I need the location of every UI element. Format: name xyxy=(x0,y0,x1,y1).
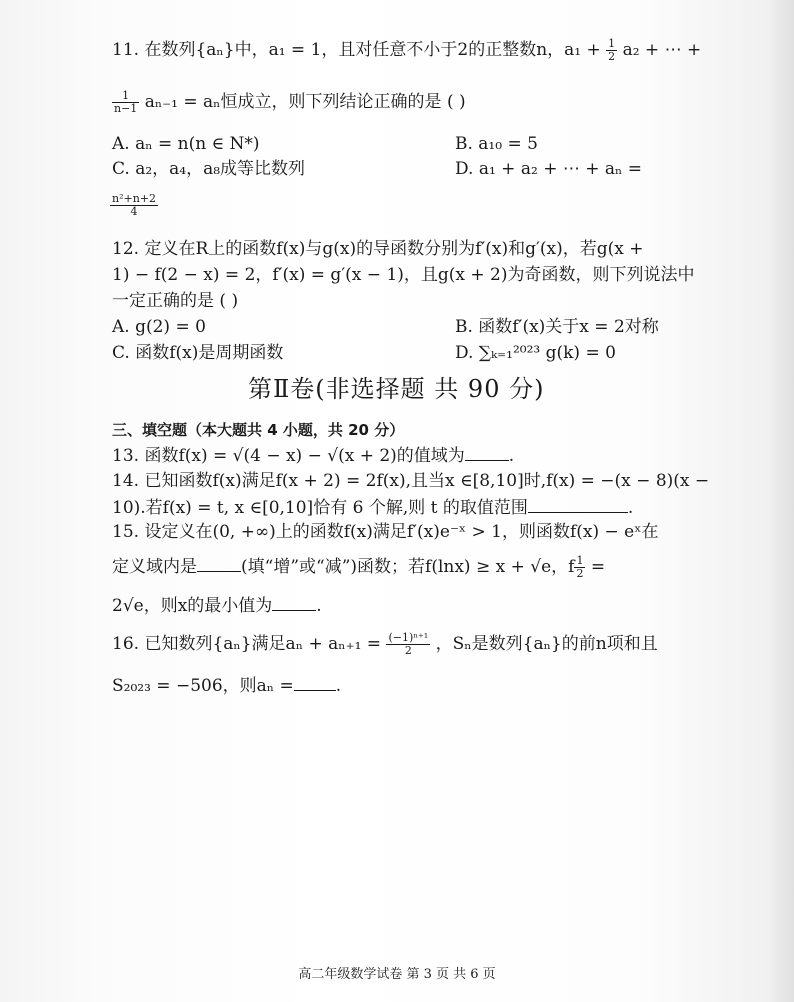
q15-line2 xyxy=(112,555,605,580)
q11-option-d-fraction xyxy=(110,193,158,218)
section-title: 第Ⅱ卷(非选择题 共 90 分) xyxy=(248,375,545,403)
q16-line2 xyxy=(112,674,341,697)
q12-option-d: D. ∑ₖ₌₁²⁰²³ g(k) = 0 xyxy=(455,343,616,363)
q11-stem-fraction xyxy=(606,38,617,63)
q15-line2-b: (填“增”或“减”)函数；若f(lnx) ≥ x + √e，f xyxy=(241,557,575,577)
frac-denominator: 2 xyxy=(404,644,412,657)
q14-end: . xyxy=(627,498,634,518)
q12-line2: 1) − f(2 − x) = 2，f′(x) = g′(x − 1)，且g(x + 2)为奇函数，则下列说法中 xyxy=(112,265,695,285)
frac-numerator: (−1)ⁿ⁺¹ xyxy=(388,631,429,644)
q12-option-c: C. 函数f(x)是周期函数 xyxy=(112,343,284,363)
q16-answer-blank xyxy=(294,674,336,691)
q16-line2-a: S₂₀₂₃ = −506，则aₙ = xyxy=(112,676,294,696)
q15-line2-c: = xyxy=(585,557,606,577)
q11-stem-tail: a₂ + ⋯ + xyxy=(622,40,702,60)
q11-option-d: D. a₁ + a₂ + ⋯ + aₙ = xyxy=(455,159,643,179)
page-footer: 高二年级数学试卷 第 3 页 共 6 页 xyxy=(298,967,496,982)
q11-stem: 在数列{aₙ}中，a₁ = 1，且对任意不小于2的正整数n，a₁ + xyxy=(144,40,601,60)
q16-line2-end: . xyxy=(335,676,342,696)
q11-option-b: B. a₁₀ = 5 xyxy=(455,134,538,154)
q11-option-c: C. a₂，a₄，a₈成等比数列 xyxy=(112,159,306,179)
q12-option-b: B. 函数f′(x)关于x = 2对称 xyxy=(455,317,659,337)
q15-line3-end: . xyxy=(316,596,322,616)
frac-denominator: 2 xyxy=(608,50,616,63)
q11-number: 11. xyxy=(112,40,140,60)
page-edge-shadow xyxy=(766,0,794,1002)
q16-line1-b: ，Sₙ是数列{aₙ}的前n项和且 xyxy=(435,634,658,654)
q11-line2 xyxy=(112,90,466,115)
q13-end: . xyxy=(508,446,515,466)
q13-line xyxy=(112,444,514,467)
frac-denominator: n−1 xyxy=(114,102,138,115)
q15-fraction xyxy=(574,555,585,580)
q16-fraction xyxy=(386,632,430,657)
q14-line2-text: 10).若f(x) = t, x ∈[0,10]恰有 6 个解,则 t 的取值范围 xyxy=(112,498,528,518)
q11-option-a: A. aₙ = n(n ∈ N*) xyxy=(112,134,260,154)
frac-numerator: 1 xyxy=(112,90,139,103)
q11-line2-fraction xyxy=(112,90,139,115)
frac-numerator: 1 xyxy=(576,554,584,567)
frac-denominator: 2 xyxy=(576,567,584,580)
frac-numerator: n²+n+2 xyxy=(112,192,157,205)
q14-line2 xyxy=(112,496,633,519)
q15-blank-1 xyxy=(197,555,241,572)
q16-line1-a: 16. 已知数列{aₙ}满足aₙ + aₙ₊₁ = xyxy=(112,634,382,654)
frac-denominator: 4 xyxy=(130,205,138,218)
q12-line3: 一定正确的是 ( ) xyxy=(112,291,239,311)
q12-line1: 12. 定义在R上的函数f(x)与g(x)的导函数分别为f′(x)和g′(x)，若g(x + xyxy=(112,239,644,259)
q15-line3 xyxy=(112,594,322,617)
q15-line3-a: 2√e，则x的最小值为 xyxy=(112,596,273,616)
frac-numerator: 1 xyxy=(608,37,616,50)
q13-answer-blank xyxy=(465,444,509,461)
q15-line1: 15. 设定义在(0, +∞)上的函数f(x)满足f′(x)e⁻ˣ > 1，则函数f(x) − eˣ在 xyxy=(112,522,659,542)
fill-blank-heading: 三、填空题（本大题共 4 小题，共 20 分） xyxy=(112,421,405,439)
q12-option-a: A. g(2) = 0 xyxy=(112,317,206,337)
q14-answer-blank xyxy=(528,496,628,513)
q11-line2-text: aₙ₋₁ = aₙ恒成立，则下列结论正确的是 ( ) xyxy=(144,92,466,112)
q15-line2-a: 定义域内是 xyxy=(112,557,197,577)
q11-option-d-frac xyxy=(110,193,158,218)
q15-blank-2 xyxy=(272,594,316,611)
q11-line1 xyxy=(112,38,701,63)
q13-text: 13. 函数f(x) = √(4 − x) − √(x + 2)的值域为 xyxy=(112,446,465,466)
q14-line1: 14. 已知函数f(x)满足f(x + 2) = 2f(x),且当x ∈[8,10]时,f(x) = −(x − 8)(x − xyxy=(112,471,710,491)
q16-line1 xyxy=(112,632,658,657)
